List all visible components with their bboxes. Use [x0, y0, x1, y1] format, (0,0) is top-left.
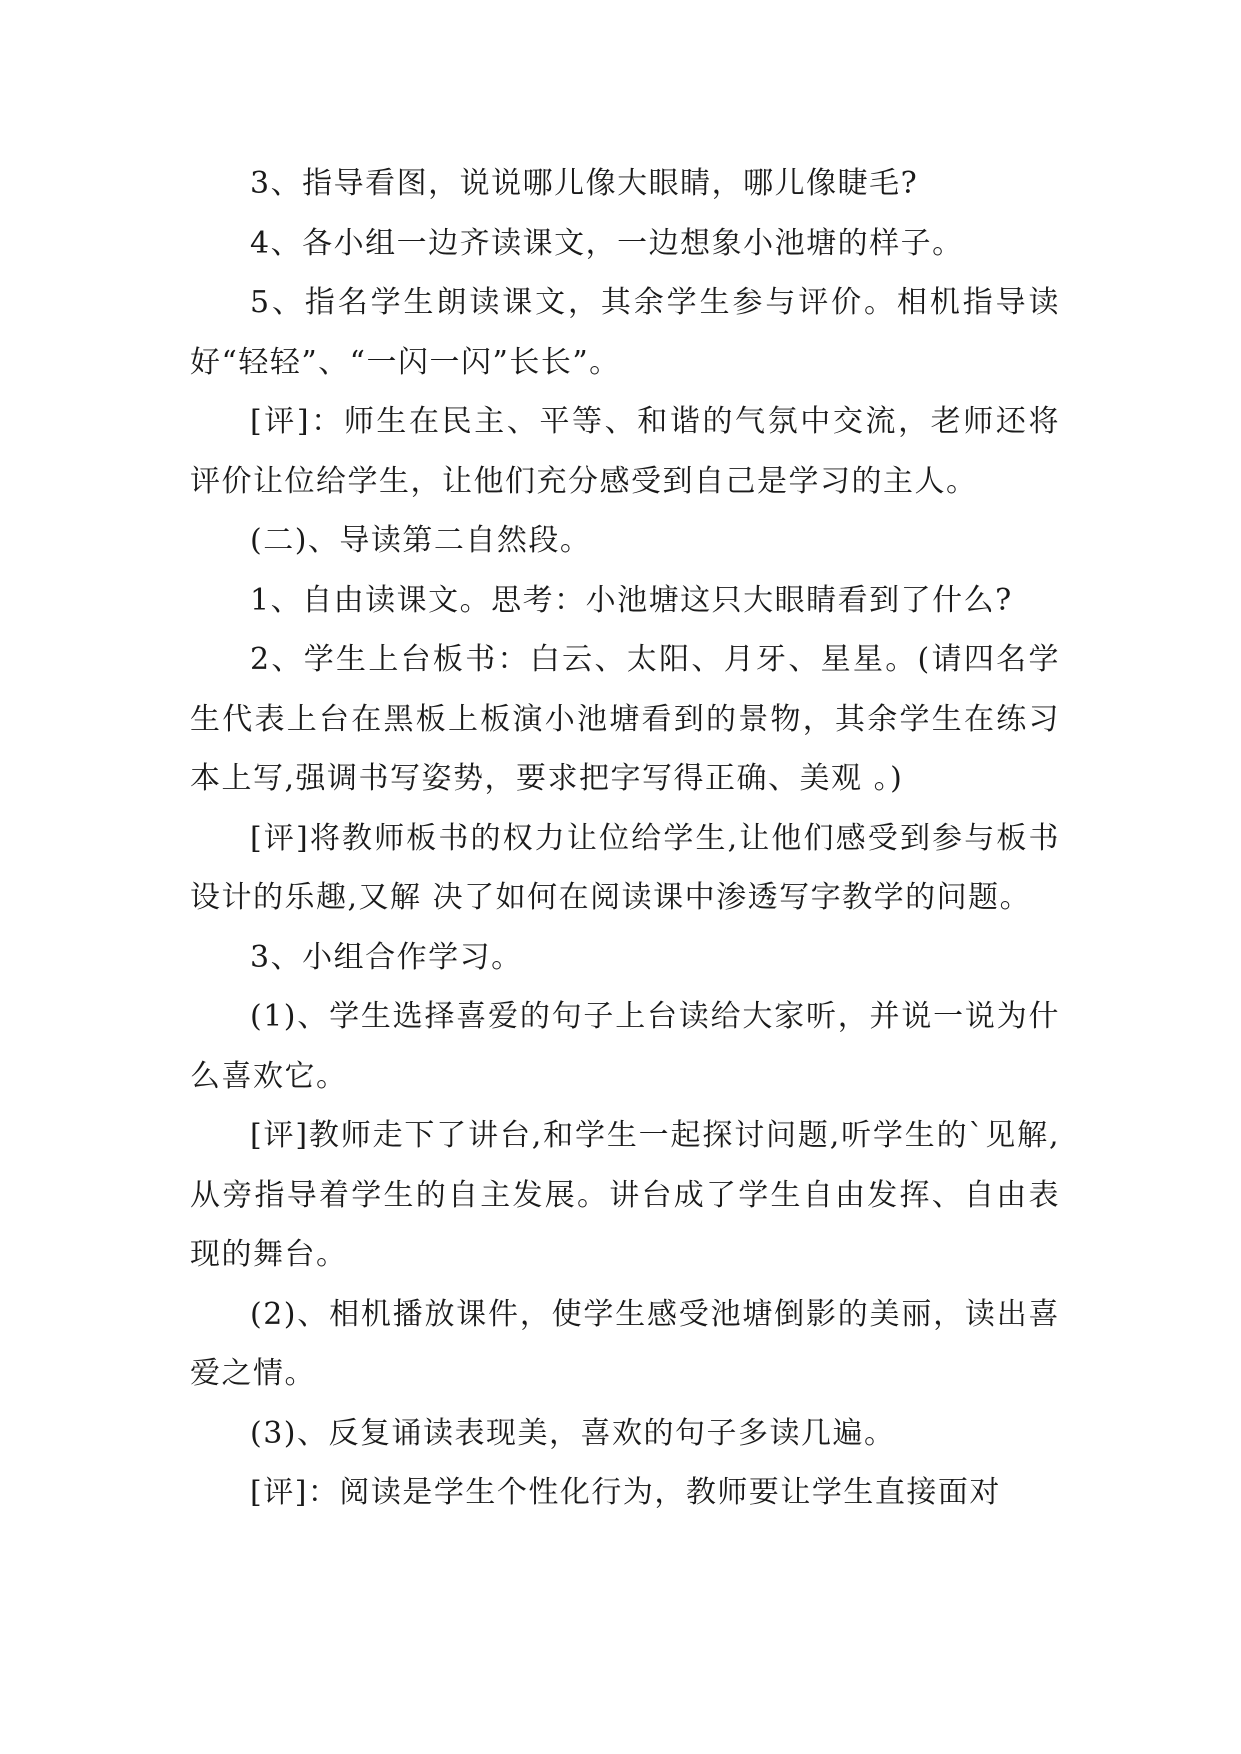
paragraph-substep-1: (1)、学生选择喜爱的句子上台读给大家听，并说一说为什么喜欢它。 — [190, 999, 1060, 1094]
paragraph-step-1: 1、自由读课文。思考：小池塘这只大眼睛看到了什么? — [250, 582, 1013, 618]
section-heading-2: (二)、导读第二自然段。 — [250, 523, 592, 558]
document-body — [190, 154, 1060, 1523]
paragraph-step-2: 2、学生上台板书：白云、太阳、月牙、星星。(请四名学生代表上台在黑板上板演小池塘看到的景物，其余学生在练习本上写,强调书写姿势，要求把字写得正确、美观 。) — [190, 642, 1060, 796]
paragraph-comment-4: [评]：阅读是学生个性化行为，教师要让学生直接面对 — [250, 1475, 1001, 1510]
paragraph-comment-2: [评]将教师板书的权力让位给学生,让他们感受到参与板书设计的乐趣,又解 决了如何在阅读课中渗透写字教学的问题。 — [190, 820, 1060, 915]
paragraph-step-5: 5、指名学生朗读课文，其余学生参与评价。相机指导读好“轻轻”、“一闪一闪”长长”。 — [190, 285, 1060, 380]
paragraph-step-3: 3、指导看图，说说哪儿像大眼睛，哪儿像睫毛? — [250, 166, 919, 201]
paragraph-substep-3: (3)、反复诵读表现美，喜欢的句子多读几遍。 — [250, 1415, 896, 1451]
paragraph-substep-2: (2)、相机播放课件，使学生感受池塘倒影的美丽，读出喜爱之情。 — [190, 1296, 1060, 1391]
paragraph-comment-3: [评]教师走下了讲台,和学生一起探讨问题,听学生的`见解,从旁指导着学生的自主发展。讲台成了学生自由发挥、自由表现的舞台。 — [190, 1118, 1060, 1272]
paragraph-step-3-group: 3、小组合作学习。 — [250, 939, 523, 975]
paragraph-comment-1: [评]：师生在民主、平等、和谐的气氛中交流，老师还将评价让位给学生，让他们充分感受到自己是学习的主人。 — [190, 404, 1060, 499]
paragraph-step-4: 4、各小组一边齐读课文，一边想象小池塘的样子。 — [250, 225, 964, 261]
